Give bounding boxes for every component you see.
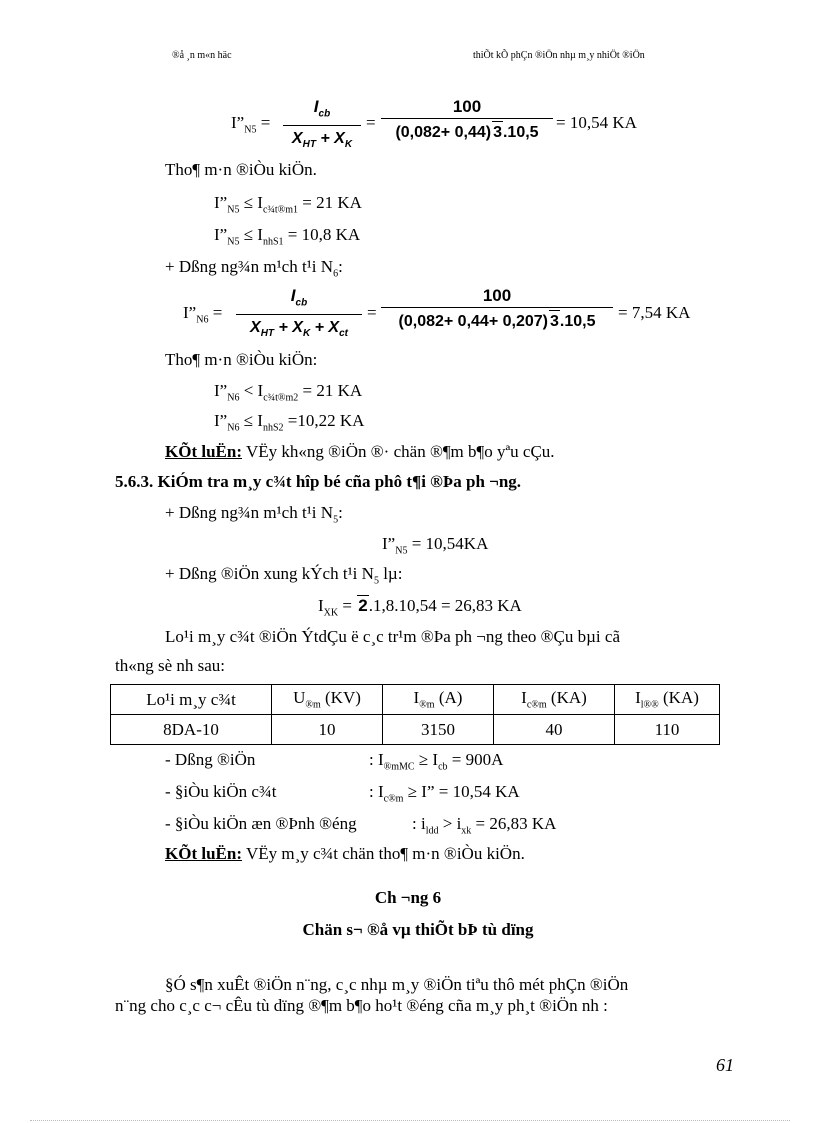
check-stability-label: - §iÒu kiÖn æn ®Þnh ®éng: [165, 814, 357, 833]
table-cell: 10: [272, 715, 383, 745]
eq1-lhs: $I”_{N5}$ =: [231, 113, 271, 136]
eq2-fraction-symbolic: $I_{cb}$ $X_{HT} + X_K + X_{ct}$: [236, 285, 362, 346]
check1-title: Tho¶ m·n ®iÒu kiÖn.: [165, 160, 317, 179]
table-header-cell: Lo¹i m¸y c¾t: [111, 685, 272, 715]
check2-title: Tho¶ m·n ®iÒu kiÖn:: [165, 350, 318, 369]
table-row: [111, 715, 720, 745]
eq1-equals: =: [366, 113, 376, 132]
conclusion-2: KÕt luËn: VËy m¸y c¾t chän tho¶ m·n ®iÒu kiÖn.: [165, 844, 525, 863]
eq1-fraction-numeric: 100 (0,082+ 0,44) 3.10,5: [381, 96, 553, 144]
current-n5: $I”_{N5} = 10,54KA$: [382, 534, 489, 557]
check2-line2: $I”_{N6} \le I_{nhS2} =10,22$ KA: [214, 411, 365, 434]
short-circuit-n5: + Dßng ng¾n m¹ch t¹i $N_5$:: [165, 503, 343, 526]
paragraph-1-line1: Lo¹i m¸y c¾t ®iÖn ÝtdÇu ë c¸c tr¹m ®Þa ph ¬ng theo ®Çu bµi cã: [165, 627, 620, 646]
eq1-result: = 10,54 KA: [556, 113, 637, 132]
table-header-row: [111, 685, 720, 715]
conclusion-1: KÕt luËn: VËy kh«ng ®iÖn ®· chän ®¶m b¶o yªu cÇu.: [165, 442, 555, 461]
section-heading: 5.6.3. KiÓm tra m¸y c¾t hîp bé cña phô t¶i ®Þa ph ¬ng.: [115, 472, 522, 491]
table-header-cell: $I_{®m}$ (A): [383, 685, 494, 715]
page-number: 61: [716, 1055, 734, 1075]
eq2-lhs: $I”_{N6}$ =: [183, 303, 223, 326]
check-break-label: - §iÒu kiÖn c¾t: [165, 782, 277, 801]
table-cell: 110: [615, 715, 720, 745]
check1-line1: $I”_{N5} \le I_{c\frac{3}{4}t®m1} = 21$ KA: [214, 193, 362, 216]
paragraph-2-line2: n¨ng cho c¸c c¬ cÊu tù dïng ®¶m b¶o ho¹t ®éng cña m¸y ph¸t ®iÖn nh :: [115, 996, 608, 1015]
eq2-equals: =: [367, 303, 377, 322]
table-cell: 40: [494, 715, 615, 745]
check-current-value: : $I_{®mMC} \ge I_{cb} = 900A$: [369, 750, 504, 773]
paragraph-1-line2: th«ng sè nh sau:: [115, 656, 226, 675]
eq1-fraction-symbolic: $I_{cb}$ $X_{HT} + X_K$: [283, 96, 361, 157]
shock-current-formula: $I_{XK} = 2.1,8.10,54 = 26,83$ KA: [318, 596, 522, 619]
table-cell: 3150: [383, 715, 494, 745]
header-left: ®å ¸n m«n häc: [172, 50, 232, 61]
table-cell: 8DA-10: [111, 715, 272, 745]
check2-line1: $I”_{N6} < I_{c\frac{3}{4}t®m2} = 21$ KA: [214, 381, 363, 404]
chapter-subtitle: Chän s¬ ®å vµ thiÕt bÞ tù dïng: [302, 920, 534, 939]
table-header-cell: $I_{c®m}$ (KA): [494, 685, 615, 715]
header-right: thiÕt kÕ phÇn ®iÖn nhµ m¸y nhiÖt ®iÖn: [473, 50, 645, 61]
shock-current-text: + Dßng ®iÖn xung kÝch t¹i $N_5$ lµ:: [165, 564, 403, 587]
check-stability-value: : $i_{ldd} > i_{xk} = 26,83$ KA: [412, 814, 557, 837]
short-circuit-n6: + Dßng ng¾n m¹ch t¹i $N_6$:: [165, 257, 343, 280]
table-header-cell: $I_{l®®}$ (KA): [615, 685, 720, 715]
check-current-label: - Dßng ®iÖn: [165, 750, 256, 769]
eq2-result: = 7,54 KA: [618, 303, 691, 322]
paragraph-2-line1: §Ó s¶n xuÊt ®iÖn n¨ng, c¸c nhµ m¸y ®iÖn tiªu thô mét phÇn ®iÖn: [165, 975, 629, 994]
check1-line2: $I”_{N5} \le I_{nhS1} = 10,8$ KA: [214, 225, 361, 248]
page-bottom-divider: [30, 1120, 790, 1121]
eq2-fraction-numeric: 100 (0,082+ 0,44+ 0,207) 3.10,5: [381, 285, 613, 333]
check-break-value: : $I_{c®m} \ge I$” = 10,54 KA: [369, 782, 520, 805]
chapter-title: Ch ¬ng 6: [374, 888, 442, 907]
table-header-cell: $U_{®m}$ (KV): [272, 685, 383, 715]
breaker-spec-table: [110, 684, 720, 745]
